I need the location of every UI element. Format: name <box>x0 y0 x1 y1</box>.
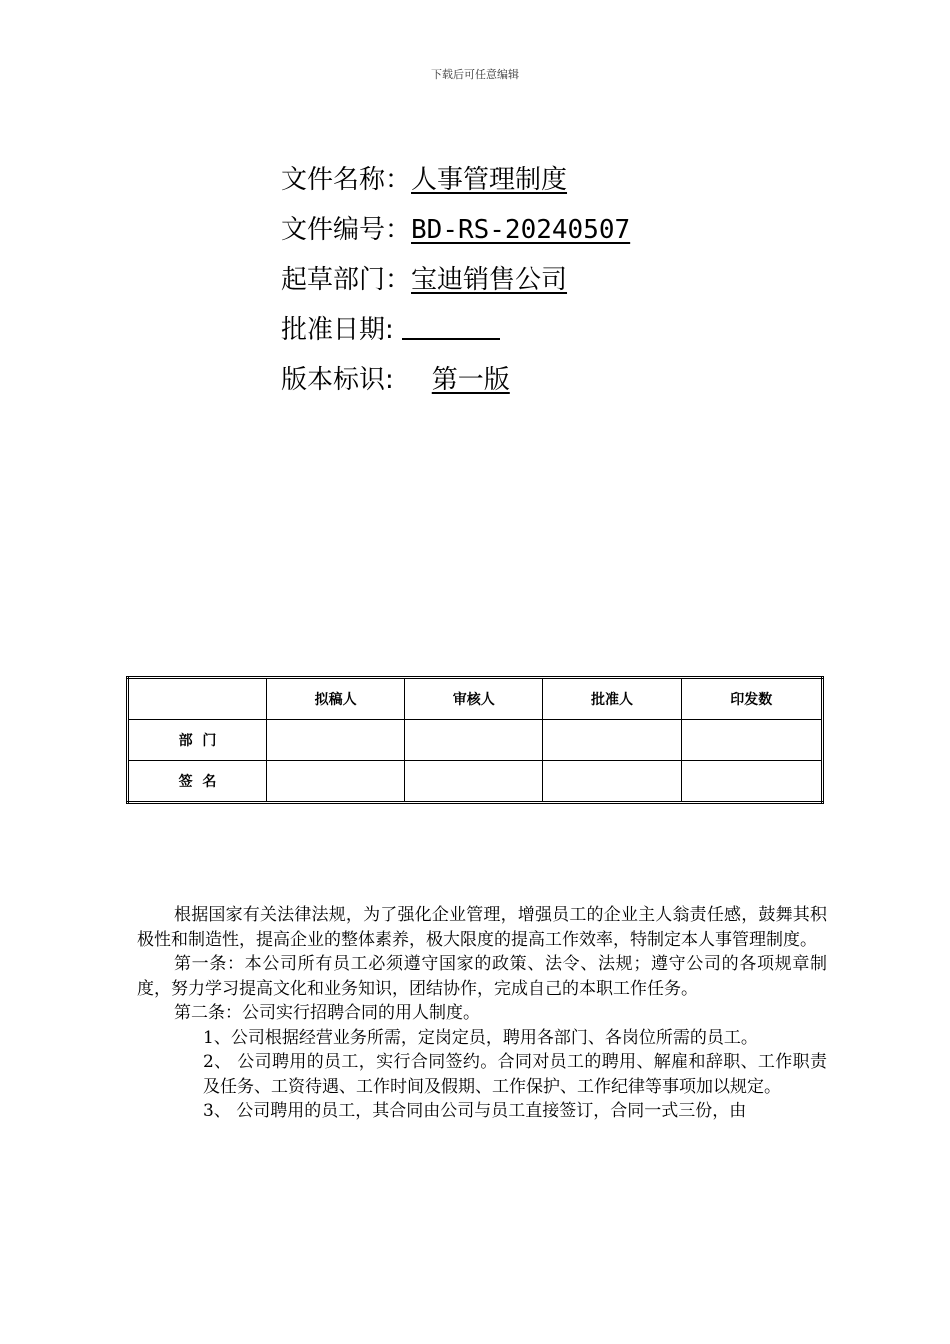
cell-signature-approver <box>543 761 681 803</box>
meta-approval-date <box>281 310 881 360</box>
file-name-value: 人事管理制度 <box>411 165 568 195</box>
cell-signature-drafter <box>267 761 405 803</box>
header-cell-approver: 批准人 <box>543 678 681 720</box>
draft-department-value <box>411 260 585 300</box>
meta-draft-department <box>281 260 881 310</box>
article-2-item-2: 2、 公司聘用的员工，实行合同签约。合同对员工的聘用、解雇和辞职、工作职责及任务、工资待遇、工作时间及假期、工作保护、工作纪律等事项加以规定。 <box>203 1052 827 1097</box>
cell-department-drafter <box>267 720 405 761</box>
meta-version <box>281 360 881 410</box>
approval-date-blank <box>402 310 500 340</box>
cell-department-copies <box>681 720 822 761</box>
meta-file-name <box>281 160 881 210</box>
approval-date-label: 批准日期: <box>281 315 394 345</box>
cell-department-approver <box>543 720 681 761</box>
approval-table-header-row <box>128 678 823 720</box>
row-label-department: 部 门 <box>128 720 267 761</box>
article-1: 第一条：本公司所有员工必须遵守国家的政策、法令、法规；遵守公司的各项规章制度，努力学习提高文化和业务知识，团结协作，完成自己的本职工作任务。 <box>137 954 827 999</box>
cell-signature-reviewer <box>405 761 543 803</box>
article-2-item-3: 3、 公司聘用的员工，其合同由公司与员工直接签订，合同一式三份，由 <box>203 1101 747 1121</box>
version-value <box>402 360 536 400</box>
cell-department-reviewer <box>405 720 543 761</box>
header-note: 下载后可任意编辑 <box>431 68 519 81</box>
header-cell-copies: 印发数 <box>681 678 822 720</box>
row-label-signature: 签 名 <box>128 761 267 803</box>
draft-department-label: 起草部门： <box>281 265 412 295</box>
header-cell-empty <box>128 678 267 720</box>
intro-paragraph: 根据国家有关法律法规，为了强化企业管理，增强员工的企业主人翁责任感，鼓舞其积极性和制造性，提高企业的整体素养，极大限度的提高工作效率，特制定本人事管理制度。 <box>137 905 827 950</box>
draft-department-text: 宝迪销售公司 <box>411 265 568 295</box>
meta-file-number <box>281 210 881 260</box>
document-meta <box>281 160 881 410</box>
file-number-label: 文件编号： <box>281 215 412 245</box>
header-cell-drafter: 拟稿人 <box>267 678 405 720</box>
approval-table <box>126 676 824 804</box>
version-label: 版本标识: <box>281 365 394 395</box>
version-text: 第一版 <box>431 365 510 395</box>
cell-signature-copies <box>681 761 822 803</box>
table-row-department <box>128 720 823 761</box>
header-cell-reviewer: 审核人 <box>405 678 543 720</box>
article-2-item-1: 1、公司根据经营业务所需，定岗定员，聘用各部门、各岗位所需的员工。 <box>203 1027 758 1048</box>
table-row-signature <box>128 761 823 803</box>
body-text <box>137 903 827 1124</box>
file-number-value: BD-RS-20240507 <box>411 215 631 245</box>
file-name-label: 文件名称： <box>281 165 412 195</box>
article-2: 第二条：公司实行招聘合同的用人制度。 <box>174 1003 480 1023</box>
